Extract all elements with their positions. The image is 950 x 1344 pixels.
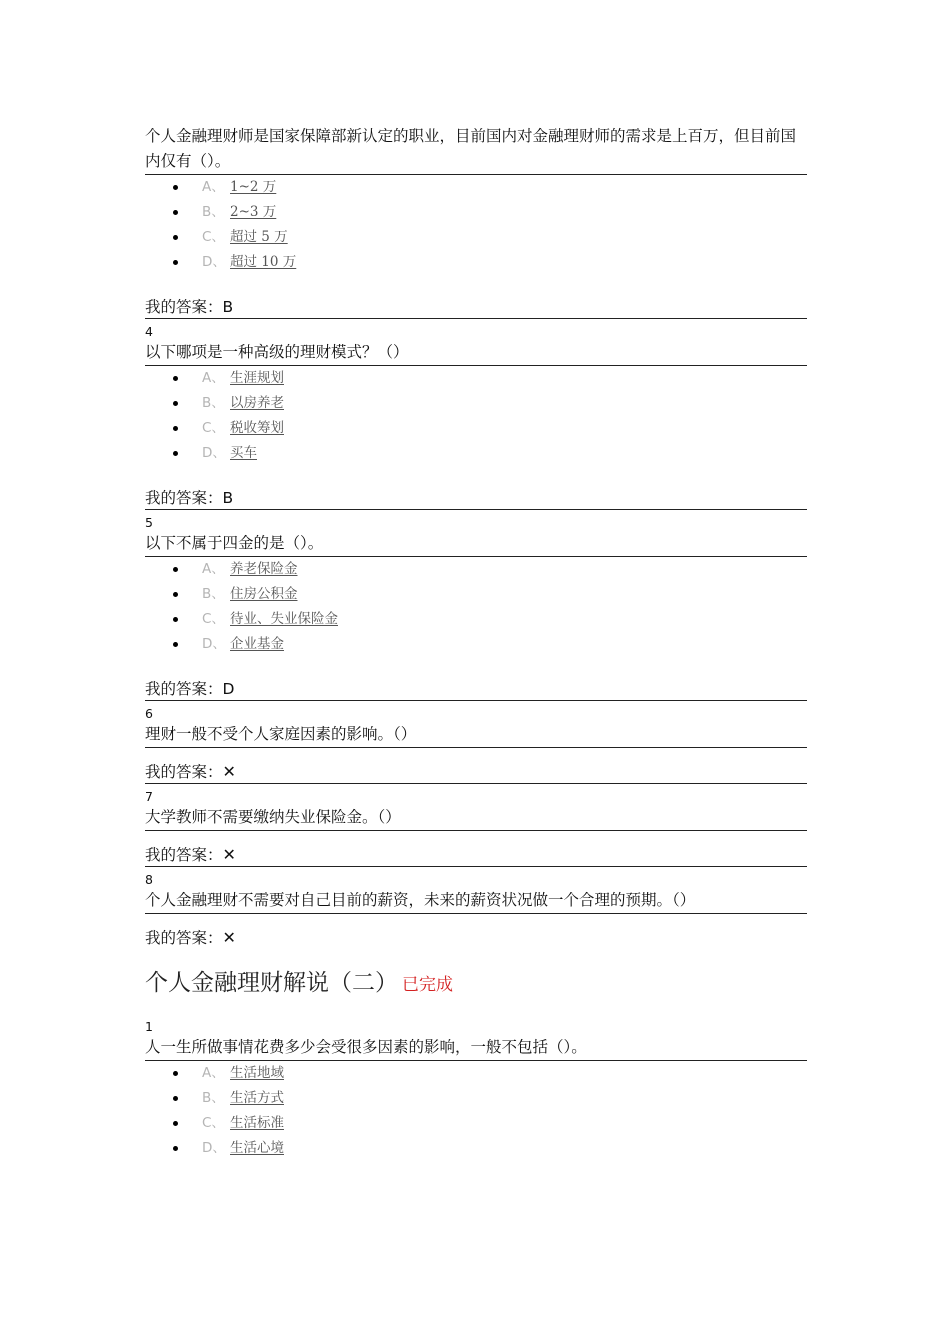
option-list [145, 1061, 807, 1161]
option-c[interactable] [145, 225, 807, 250]
option-text[interactable]: 超过 10 万 [230, 254, 297, 270]
question-number: 6 [145, 706, 153, 721]
option-letter: C、 [202, 611, 225, 627]
bullet-icon [173, 210, 178, 215]
answer-label: 我的答案： [145, 489, 223, 507]
question-text: 人一生所做事情花费多少会受很多因素的影响，一般不包括（）。 [145, 1035, 807, 1061]
option-letter: B、 [202, 1090, 225, 1106]
question-text: 以下哪项是一种高级的理财模式？（） [145, 340, 807, 366]
bullet-icon [173, 401, 178, 406]
option-letter: A、 [202, 370, 225, 386]
option-list [145, 366, 807, 466]
question-7 [145, 789, 807, 867]
option-text[interactable]: 生活地域 [230, 1065, 284, 1081]
completed-status: 已完成 [402, 975, 453, 995]
my-answer [145, 927, 807, 949]
answer-label: 我的答案： [145, 929, 223, 947]
option-text[interactable]: 生活心境 [230, 1140, 284, 1156]
my-answer [145, 678, 807, 701]
option-b[interactable] [145, 200, 807, 225]
option-d[interactable] [145, 632, 807, 657]
question-text: 大学教师不需要缴纳失业保险金。（） [145, 805, 807, 831]
answer-value: B [222, 489, 234, 507]
section2-question-1 [145, 1019, 807, 1161]
bullet-icon [173, 376, 178, 381]
option-list [145, 175, 807, 275]
option-text[interactable]: 住房公积金 [230, 586, 298, 602]
my-answer [145, 844, 807, 867]
question-number: 7 [145, 789, 153, 804]
option-text[interactable]: 养老保险金 [230, 561, 298, 577]
question-number: 4 [145, 324, 153, 339]
question-6 [145, 706, 807, 784]
question-number: 8 [145, 872, 153, 887]
question-text: 理财一般不受个人家庭因素的影响。（） [145, 722, 807, 748]
option-b[interactable] [145, 1086, 807, 1111]
option-letter: C、 [202, 1115, 225, 1131]
option-letter: B、 [202, 204, 225, 220]
option-text[interactable]: 生涯规划 [230, 370, 284, 386]
option-d[interactable] [145, 250, 807, 275]
option-letter: A、 [202, 561, 225, 577]
question-number: 1 [145, 1019, 153, 1034]
bullet-icon [173, 1121, 178, 1126]
option-text[interactable]: 待业、失业保险金 [230, 611, 338, 627]
option-b[interactable] [145, 391, 807, 416]
option-c[interactable] [145, 1111, 807, 1136]
option-text[interactable]: 税收筹划 [230, 420, 284, 436]
bullet-icon [173, 1146, 178, 1151]
question-text: 以下不属于四金的是（）。 [145, 531, 807, 557]
option-text[interactable]: 超过 5 万 [230, 229, 288, 245]
option-text[interactable]: 买车 [230, 445, 257, 461]
wrong-cross-icon: ✕ [222, 845, 236, 864]
option-letter: D、 [202, 636, 226, 652]
option-letter: D、 [202, 1140, 226, 1156]
bullet-icon [173, 592, 178, 597]
option-text[interactable]: 以房养老 [230, 395, 284, 411]
option-letter: D、 [202, 445, 226, 461]
section-title: 个人金融理财解说（二） [145, 970, 398, 996]
option-a[interactable] [145, 557, 807, 582]
option-a[interactable] [145, 366, 807, 391]
answer-label: 我的答案： [145, 763, 223, 781]
option-a[interactable] [145, 1061, 807, 1086]
my-answer [145, 761, 807, 784]
option-letter: C、 [202, 420, 225, 436]
option-d[interactable] [145, 1136, 807, 1161]
question-8 [145, 872, 807, 949]
document-page [145, 124, 807, 1161]
answer-value: D [222, 680, 235, 698]
option-letter: A、 [202, 179, 225, 195]
question-5 [145, 515, 807, 701]
option-text[interactable]: 生活方式 [230, 1090, 284, 1106]
wrong-cross-icon: ✕ [222, 762, 236, 781]
option-letter: B、 [202, 586, 225, 602]
wrong-cross-icon: ✕ [222, 928, 236, 947]
bullet-icon [173, 617, 178, 622]
option-d[interactable] [145, 441, 807, 466]
option-list [145, 557, 807, 657]
option-a[interactable] [145, 175, 807, 200]
answer-label: 我的答案： [145, 680, 223, 698]
bullet-icon [173, 260, 178, 265]
option-letter: B、 [202, 395, 225, 411]
option-text[interactable]: 2~3 万 [230, 204, 277, 220]
bullet-icon [173, 1071, 178, 1076]
question-3 [145, 124, 807, 319]
bullet-icon [173, 185, 178, 190]
answer-value: B [222, 298, 234, 316]
option-text[interactable]: 1~2 万 [230, 179, 277, 195]
option-letter: A、 [202, 1065, 225, 1081]
bullet-icon [173, 235, 178, 240]
bullet-icon [173, 642, 178, 647]
bullet-icon [173, 426, 178, 431]
section-heading [145, 961, 807, 1005]
bullet-icon [173, 1096, 178, 1101]
question-text: 个人金融理财不需要对自己目前的薪资，未来的薪资状况做一个合理的预期。（） [145, 888, 807, 914]
option-letter: D、 [202, 254, 226, 270]
option-c[interactable] [145, 416, 807, 441]
question-text: 个人金融理财师是国家保障部新认定的职业，目前国内对金融理财师的需求是上百万，但目前国内仅有（）。 [145, 124, 807, 175]
option-b[interactable] [145, 582, 807, 607]
option-text[interactable]: 生活标准 [230, 1115, 284, 1131]
bullet-icon [173, 567, 178, 572]
question-4 [145, 324, 807, 510]
option-text[interactable]: 企业基金 [230, 636, 284, 652]
answer-label: 我的答案： [145, 846, 223, 864]
my-answer [145, 487, 807, 510]
option-c[interactable] [145, 607, 807, 632]
my-answer [145, 296, 807, 319]
question-number: 5 [145, 515, 153, 530]
option-letter: C、 [202, 229, 225, 245]
answer-label: 我的答案： [145, 298, 223, 316]
bullet-icon [173, 451, 178, 456]
